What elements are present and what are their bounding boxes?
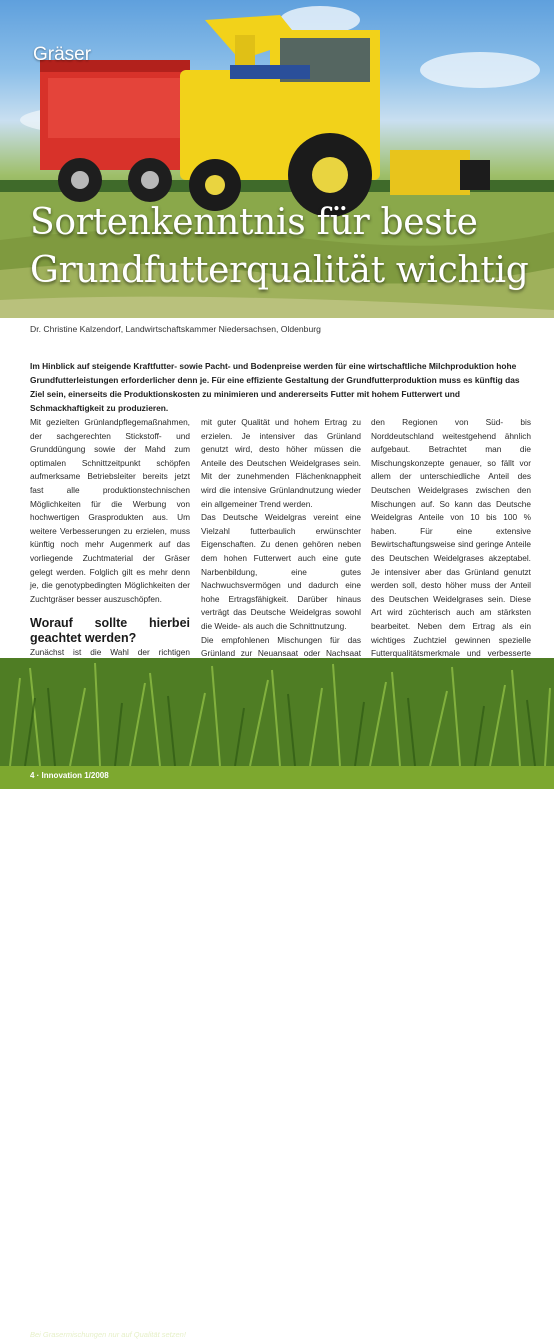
page-footer: 4 · Innovation 1/2008 xyxy=(30,771,109,780)
hero-photo xyxy=(0,0,554,318)
lead-paragraph: Im Hinblick auf steigende Kraftfutter- sowie Pacht- und Bodenpreise werden für eine wirtschaftliche Milchproduktion hohe Grundfutterleistungen erforderlicher denn je. Für eine effiziente Gestaltung der Grundfutterproduktion muss es künftig das Ziel sein, einerseits die Produktionskosten zu minimieren und andererseits Futter mit hohem Futterwert und Schmackhaftigkeit zu produzieren. xyxy=(30,361,520,413)
column-3 xyxy=(371,416,531,688)
subheading: Worauf sollte hierbei geachtet werden? xyxy=(30,616,190,646)
column-1-para-2: Zunächst ist die Wahl der richtigen xyxy=(30,647,190,658)
section-label: Gräser xyxy=(33,44,92,65)
column-2 xyxy=(201,416,361,674)
headline-line-1: Sortenkenntnis für beste xyxy=(30,202,478,243)
column-2-para-1: mit guter Qualität und hohem Ertrag zu erzielen. Je intensiver das Grünland genutzt wird, desto höher müssen die Anteile des Deutschen Weidelgrases sein. Mit der zunehmenden Flächenknappheit wird die intensive Grünlandnutzung wieder ein allgemeiner Trend werden. xyxy=(201,417,361,509)
grass-photo xyxy=(0,658,554,766)
column-1 xyxy=(30,416,190,687)
column-1-para-1: Mit gezielten Grünlandpflegemaßnahmen, der sachgerechten Stickstoff- und Grunddüngung sowie der Mahd zum optimalen Schnittzeitpunkt schöpfen aufmerksame Betriebsleiter bereits jetzt fast alle produktionstechnischen Möglichkeiten für die Werbung von hochwertigen Grasprodukten aus. Um weitere Verbesserungen zu erzielen, muss künftig noch mehr Augenmerk auf das vorliegende Zuchtmaterial der Gräser gelegt werden. Folglich gilt es mehr denn je, die genotypbedingten Möglichkeiten der Zuchtgräser besser auszuschöpfen. xyxy=(30,417,190,604)
author-line: Dr. Christine Kalzendorf, Landwirtschaftskammer Niedersachsen, Oldenburg xyxy=(30,324,321,334)
photo-caption: Bei Grasermischungen nur auf Qualität setzen! xyxy=(30,1330,186,1339)
column-3-para-1: den Regionen von Süd- bis Norddeutschland weitestgehend ähnlich aufgebaut. Betrachtet man die Mischungskonzepte genauer, so fällt vor allem der unterschiedliche Anteil des Deutschen Weidelgrases zwischen den Mischungen auf. So kann das Deutsche Weidelgras Anteile von 10 bis 100 % haben. Für eine extensive Bewirtschaftungsweise sind geringe Anteile des Deutschen Weidelgrases akzeptabel. Je intensiver aber das Grünland genutzt werden soll, desto höher muss der Anteil des Deutschen Weidelgrases sein. Diese Art wird züchterisch auch am stärksten bearbeitet. Neben dem Ertrag als ein wichtiges Zuchtziel gewinnen spezielle Futterqualitätsmerkmale und verbesserte xyxy=(371,417,531,659)
column-2-para-2: Das Deutsche Weidelgras vereint eine Vielzahl futterbaulich erwünschter Eigenschaften. Zu denen gehören neben dem hohen Futterwert auch eine gute Narbenbildung, eine gutes Nachwuchsvermögen und dadurch eine hohe Ertragsfähigkeit. Darüber hinaus verträgt das Deutsche Weidelgras sowohl die Weide- als auch die Schnittnutzung. xyxy=(201,512,361,631)
headline-line-2: Grundfutterqualität wichtig xyxy=(30,250,529,291)
page-title xyxy=(30,199,550,295)
footer-bar xyxy=(0,766,554,789)
column-2-para-3: Die empfohlenen Mischungen für das Grünland zur Neuansaat oder Nachsaat xyxy=(201,634,361,659)
